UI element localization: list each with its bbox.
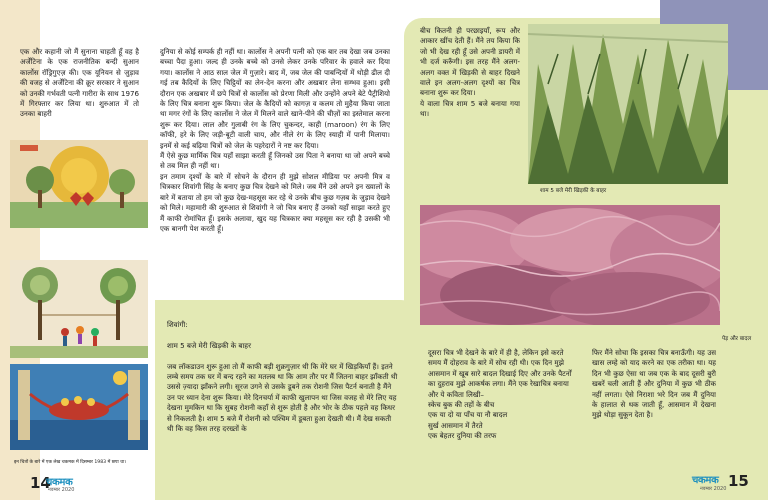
illustration-hammock-sea [10, 364, 148, 450]
left-col2-text: दुनिया से कोई सम्पर्क ही नहीं था। कार्लोस ने अपनी पत्नी को एक बार तब देखा जब उनका बच्चा पैदा हुआ। जल्द ही उनके बच्चे को उनसे लेकर उनके परिवार के हवाले कर दिया गया। कार्लोस ने आठ साल जेल में गुज़ारे। बाद में, जब जेल की पाबन्दियों में थोड़ी ढील दी गई तब कैदियों के लिए चिट्ठियों का लेन-देन करना और अखबार लेना सम्भव हुआ। इसी दौरान एक अखबार में छपे चित्रों से कार्लोस को प्रेरणा मिली और उन्होंने अपने बेटे पैट्रीशियो के लिए चित्र बनाना शुरू किया। जेल के कैदियों को कागज़ व कलम तो मुहैया किया जाता था मगर रंगों के लिए कार्लोस ने जेल में मिलने वाले खाने-पीने की चीज़ों का इस्तेमाल करना शुरू कर दिया। लाल और गुलाबी रंग के लिए चुकन्दर, काही (maroon) रंग के लिए कॉफी, हरे के लिए जड़ी-बूटी वाली चाय, और नीले रंग के लिए स्याही में पानी मिलाया। इनमें से कई बढ़िया चित्रों को जेल के पहरेदारों ने नष्ट कर दिया। मैं ऐसे कुछ मार्मिक चित्र यहाँ साझा करती हूँ जिनको उस पिता ने बनाया था जो अपने बच्चे से तब मिल ही नहीं था। इन तमाम दृश्यों के बारे में सोचने के दौरान ही मुझे सोशल मीडिया पर अपनी मित्र व चित्रकार शिवांगी सिंह के बनाए कुछ चित्र देखने को मिले। जब मैंने उसे अपने इन ख्यालों के बारे में बताया तो हम जो कुछ देख-महसूस कर रहे थे उनके बीच कुछ गज़ब के जुड़ाव देखने को मिले। महामारी की शुरुआत से शिवांगी ने जो चित्र बनाए हैं उनको यहाँ साझा करते हुए मैं काफी रोमांचित हूँ। इसके अलावा, खुद यह चित्रकार क्या महसूस कर रही है उसकी भी एक बानगी पेश करती हूँ। [160, 47, 390, 233]
right-issue-date: नवम्बर 2020 [700, 486, 727, 492]
shivangi-section-text: शिवांगी: शाम 5 बजे मेरी खिड़की के बाहर जब लॉकडाउन शुरू हुआ तो मैं काफी बड़ी शुक्रगुज़ार थी कि मेरे घर में खिड़कियाँ हैं। इतने लम्बे समय तक घर में बन्द रहने का मतलब था कि आम तौर पर मैं जितना बाहर झाँकती थी उससे ज़्यादा झाँकने लगी। सूरज उगने से उसके डूबने तक रोशनी जिस पैटर्न बनाती है मैंने उन पर ध्यान देना शुरू किया। मेरे दिनचर्या में काफी खुलापन था जिस वजह से मेरे लिए यह देखना मुमकिन था कि सुबह रोशनी कहाँ से शुरू होती है और भोर के ठीक पहले वह किधर से निकलती है। शाम 5 बजे मैं रोशनी को पश्चिम में डूबता हुआ देखती थी। मैं देख सकती थी कि वह किस तरह दरख्तों के [167, 320, 398, 434]
right-bottom-col2: फिर मैंने सोचा कि इसका चित्र बनाऊँगी। यह उस खास लम्हे को याद करने का एक तरीका था। यह दिन भी कुछ ऐसा था जब एक के बाद दूसरी बुरी खबरें चली आती हैं और दुनिया में कुछ भी ठीक नहीं लगता। ऐसे निराशा भरे दिन जब मैं दुनिया के हालात से थक जाती हूँ, आसमान में देखना मुझे थोड़ा सुकून देता है। [592, 348, 716, 420]
illustrations-caption: इन चित्रों के बारे में एक लेख चकमक में दिसम्बर 1983 में छपा था। [14, 460, 127, 465]
right-bottom-col1: दूसरा चित्र भी देखने के बारे में ही है, लेकिन इसे करते समय मैं दोहराव के बारे में सोच रही थी। एक दिन मुझे आसमान में खूब सारे बादल दिखाई दिए और उनके पैटर्नों का दुहराव मुझे आकर्षक लगा। मैंने एक रेखाचित्र बनाया और ये कविता लिखी– स्केच बुक की तहों के बीच एक या दो या पाँच या नौ बादल सुर्ख आसमान में तैरते एक बेहतर दुनिया की तरफ [428, 348, 572, 441]
illustration-trees-children [10, 260, 148, 358]
right-page-number: 15 [728, 472, 749, 490]
left-page-number: 14 [30, 474, 51, 492]
painting-caption-trees: पेड़ और बादल [722, 336, 752, 342]
painting-caption-window: शाम 5 बजे मेरी खिड़की के बाहर [540, 188, 607, 194]
left-brand-logo: चकमक [46, 477, 73, 488]
painting-window-5pm [528, 24, 728, 184]
left-col1-text: एक और कहानी जो मैं सुनाना चाहती हूँ वह है अर्जेंटिना के एक राजनीतिक बन्दी सुआन कार्लोस रॉड्रिगुएज़ की। एक यूनियन से जुड़ाव की वजह से अर्जेंटिना की क्रूर सरकार ने सुआन को उनकी गर्भवती पत्नी गारीरा के साथ 1976 में गिरफ्तार कर लिया था। शुरुआत में तो उनका बाहरी [20, 47, 139, 119]
left-issue-date: नवम्बर 2020 [48, 487, 75, 493]
painting-trees-clouds [420, 205, 720, 325]
right-top-text: बीच कितनी ही परछाइयाँ, रूप और आकार खींच देती हैं। मैंने तय किया कि जो भी देख रही हूँ उसे अपनी डायरी में भी दर्ज करूँगी। इस तरह मैंने अलग-अलग वक्त में खिड़की से बाहर दिखने वाले इन अलग-अलग दृश्यों का चित्र बनाना शुरू कर दिया। ये वाला चित्र शाम 5 बजे बनाया गया था। [420, 26, 520, 119]
right-brand-logo: चकमक [692, 475, 719, 486]
illustration-sun-hearts [10, 140, 148, 228]
